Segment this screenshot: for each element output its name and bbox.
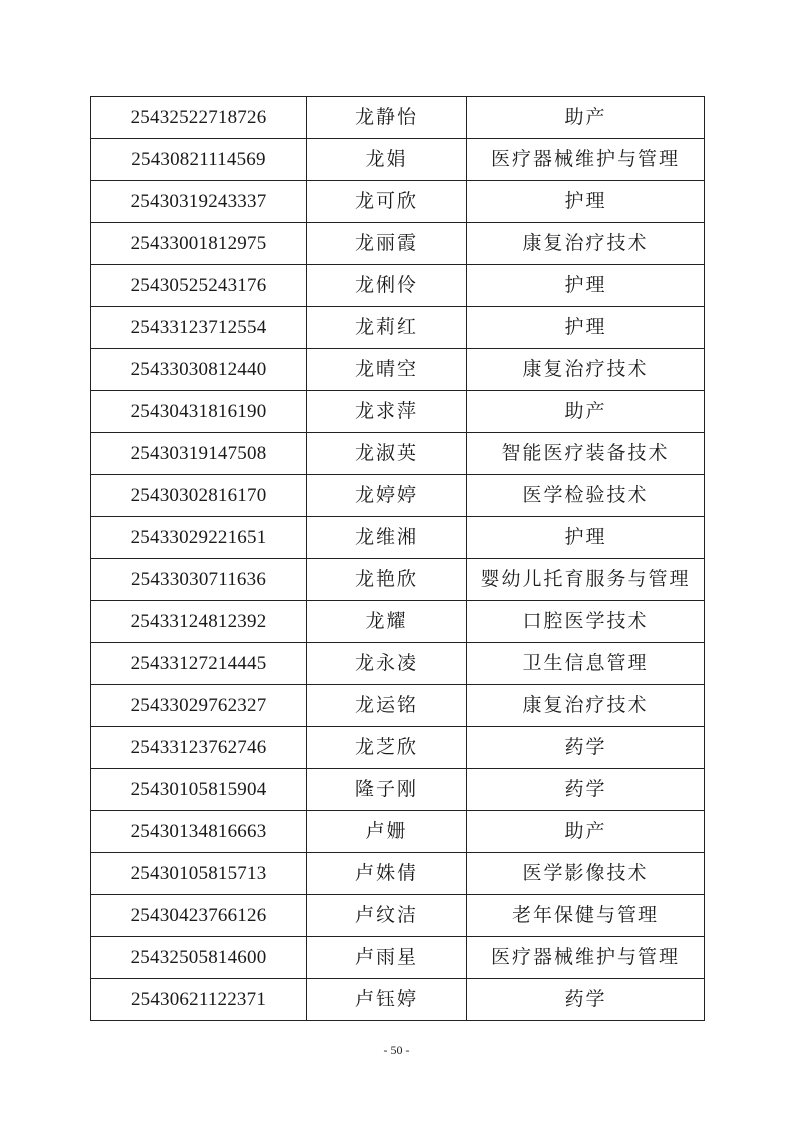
page-number: - 50 -: [383, 1043, 410, 1057]
candidate-id-cell: 25430319243337: [91, 181, 307, 223]
candidate-name-cell: 卢纹洁: [307, 895, 467, 937]
candidate-name-cell: 龙静怡: [307, 97, 467, 139]
candidate-name-cell: 龙维湘: [307, 517, 467, 559]
table-row: [91, 937, 705, 979]
table-row: [91, 433, 705, 475]
candidate-major-cell: 卫生信息管理: [467, 643, 705, 685]
candidate-major-cell: 康复治疗技术: [467, 349, 705, 391]
candidate-major-cell: 医学检验技术: [467, 475, 705, 517]
candidate-major-cell: 护理: [467, 181, 705, 223]
table-row: [91, 853, 705, 895]
candidate-major-cell: 药学: [467, 769, 705, 811]
candidate-name-cell: 卢钰婷: [307, 979, 467, 1021]
candidate-id-cell: 25432505814600: [91, 937, 307, 979]
candidate-id-cell: 25433029762327: [91, 685, 307, 727]
candidate-major-cell: 助产: [467, 811, 705, 853]
candidate-major-cell: 医疗器械维护与管理: [467, 139, 705, 181]
candidate-name-cell: 龙求萍: [307, 391, 467, 433]
candidate-major-cell: 药学: [467, 979, 705, 1021]
candidate-name-cell: 龙莉红: [307, 307, 467, 349]
candidate-name-cell: 龙可欣: [307, 181, 467, 223]
table-row: [91, 181, 705, 223]
table-row: [91, 979, 705, 1021]
table-row: [91, 223, 705, 265]
table-row: [91, 265, 705, 307]
candidate-id-cell: 25433029221651: [91, 517, 307, 559]
candidate-id-cell: 25430431816190: [91, 391, 307, 433]
candidate-major-cell: 智能医疗装备技术: [467, 433, 705, 475]
table-row: [91, 517, 705, 559]
table-row: [91, 685, 705, 727]
candidate-id-cell: 25433030711636: [91, 559, 307, 601]
candidate-id-cell: 25430105815713: [91, 853, 307, 895]
candidate-name-cell: 龙晴空: [307, 349, 467, 391]
table-row: [91, 391, 705, 433]
table-row: [91, 601, 705, 643]
table-row: [91, 139, 705, 181]
candidate-name-cell: 卢雨星: [307, 937, 467, 979]
roster-table-body: [91, 97, 705, 1021]
roster-table: [90, 96, 705, 1021]
candidate-name-cell: 龙丽霞: [307, 223, 467, 265]
candidate-id-cell: 25430319147508: [91, 433, 307, 475]
candidate-major-cell: 婴幼儿托育服务与管理: [467, 559, 705, 601]
candidate-major-cell: 助产: [467, 97, 705, 139]
table-row: [91, 475, 705, 517]
candidate-id-cell: 25432522718726: [91, 97, 307, 139]
candidate-id-cell: 25433030812440: [91, 349, 307, 391]
candidate-id-cell: 25430621122371: [91, 979, 307, 1021]
candidate-major-cell: 康复治疗技术: [467, 223, 705, 265]
candidate-name-cell: 龙永凌: [307, 643, 467, 685]
candidate-name-cell: 龙俐伶: [307, 265, 467, 307]
candidate-name-cell: 龙淑英: [307, 433, 467, 475]
candidate-id-cell: 25433124812392: [91, 601, 307, 643]
candidate-major-cell: 护理: [467, 307, 705, 349]
candidate-major-cell: 助产: [467, 391, 705, 433]
candidate-name-cell: 龙芝欣: [307, 727, 467, 769]
table-row: [91, 895, 705, 937]
table-row: [91, 769, 705, 811]
table-row: [91, 97, 705, 139]
table-row: [91, 307, 705, 349]
candidate-name-cell: 隆子刚: [307, 769, 467, 811]
candidate-id-cell: 25433123762746: [91, 727, 307, 769]
candidate-major-cell: 老年保健与管理: [467, 895, 705, 937]
candidate-id-cell: 25430821114569: [91, 139, 307, 181]
candidate-id-cell: 25430105815904: [91, 769, 307, 811]
candidate-id-cell: 25430134816663: [91, 811, 307, 853]
candidate-major-cell: 药学: [467, 727, 705, 769]
candidate-major-cell: 医学影像技术: [467, 853, 705, 895]
candidate-major-cell: 护理: [467, 265, 705, 307]
table-row: [91, 349, 705, 391]
candidate-name-cell: 龙耀: [307, 601, 467, 643]
candidate-id-cell: 25433001812975: [91, 223, 307, 265]
candidate-major-cell: 口腔医学技术: [467, 601, 705, 643]
candidate-name-cell: 卢姗: [307, 811, 467, 853]
candidate-name-cell: 卢姝倩: [307, 853, 467, 895]
candidate-name-cell: 龙婷婷: [307, 475, 467, 517]
candidate-id-cell: 25430302816170: [91, 475, 307, 517]
table-row: [91, 559, 705, 601]
candidate-name-cell: 龙运铭: [307, 685, 467, 727]
candidate-major-cell: 护理: [467, 517, 705, 559]
candidate-major-cell: 康复治疗技术: [467, 685, 705, 727]
candidate-name-cell: 龙娟: [307, 139, 467, 181]
table-row: [91, 811, 705, 853]
candidate-id-cell: 25433123712554: [91, 307, 307, 349]
candidate-id-cell: 25433127214445: [91, 643, 307, 685]
table-row: [91, 643, 705, 685]
candidate-id-cell: 25430423766126: [91, 895, 307, 937]
table-row: [91, 727, 705, 769]
candidate-major-cell: 医疗器械维护与管理: [467, 937, 705, 979]
candidate-name-cell: 龙艳欣: [307, 559, 467, 601]
candidate-id-cell: 25430525243176: [91, 265, 307, 307]
